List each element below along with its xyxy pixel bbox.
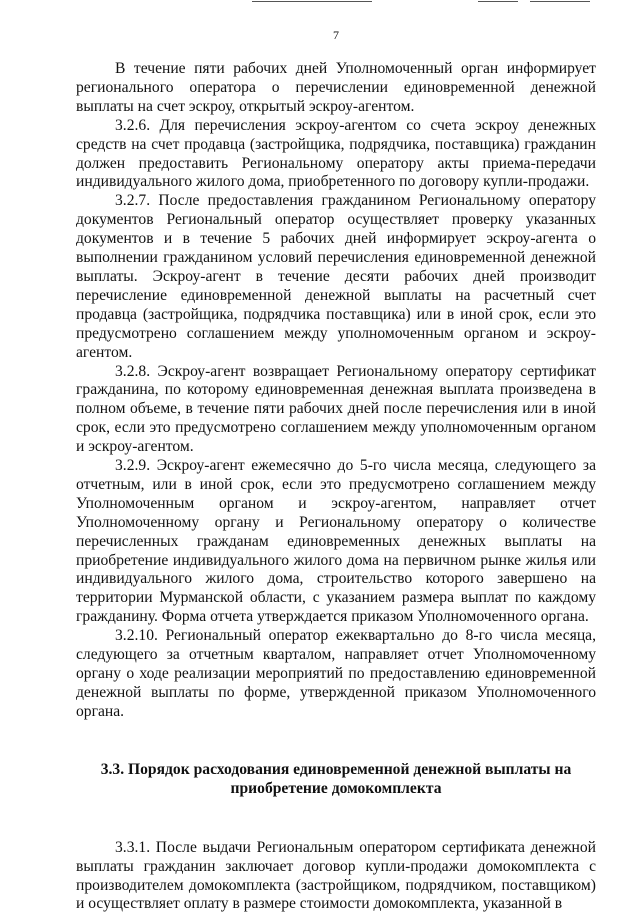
section-heading-3-3 bbox=[76, 760, 596, 798]
paragraph-3-2-8: 3.2.8. Эскроу-агент возвращает Региональному оператору сертификат гражданина, по которому единовременная денежная выплата произведена в полном объеме, в течение пяти рабочих дней после перечисления или в иной срок, если это предусмотрено соглашением между уполномоченным органом и эскроу-агентом. bbox=[76, 362, 596, 456]
page-number: 7 bbox=[333, 28, 339, 42]
paragraph-3-2-10: 3.2.10. Региональный оператор ежеквартально до 8-го числа месяца, следующего за отчетным кварталом, направляет отчет Уполномоченному органу о ходе реализации мероприятий по предоставлению единовременной денежной выплаты по форме, утвержденной приказом Уполномоченного органа. bbox=[76, 627, 596, 720]
section-heading-line-2: приобретение домокомплекта bbox=[230, 779, 442, 797]
paragraph-3-2-7: 3.2.7. После предоставления гражданином Региональному оператору документов Региональный оператор осуществляет проверку указанных документов и в течение 5 рабочих дней информирует эскроу-агента о выполнении гражданином условий перечисления единовременной денежной выплаты. Эскроу-агент в течение десяти рабочих дней производит перечисление единовременной денежной выплаты на расчетный счет продавца (застройщика, подрядчика поставщика) или в иной срок, если это предусмотрено соглашением между уполномоченным органом и эскроу-агентом. bbox=[76, 192, 596, 361]
paragraph-3-3-1: 3.3.1. После выдачи Региональным оператором сертификата денежной выплаты гражданин заключает договор купли-продажи домокомплекта с производителем домокомплекта (застройщиком, подрядчиком, поставщиком) и осуществляет оплату в размере стоимости домокомплекта, указанной в bbox=[76, 838, 596, 913]
paragraph-intro: В течение пяти рабочих дней Уполномоченный орган информирует регионального оператора о перечислении единовременной денежной выплаты на счет эскроу, открытый эскроу-агентом. bbox=[76, 60, 596, 115]
paragraph-3-2-6: 3.2.6. Для перечисления эскроу-агентом со счета эскроу денежных средств на счет продавца (застройщика, подрядчика, поставщика) гражданин должен предоставить Региональному оператору акты приема-передачи индивидуального жилого дома, приобретенного по договору купли-продажи. bbox=[76, 116, 596, 191]
paragraph-3-2-9: 3.2.9. Эскроу-агент ежемесячно до 5-го числа месяца, следующего за отчетным, или в иной срок, если это предусмотрено соглашением между Уполномоченным органом и эскроу-агентом, направляет отчет Уполномоченному органу и Региональному оператору о количестве перечисленных гражданам единовременных денежных выплаты на приобретение индивидуального жилого дома на первичном рынке жилья или индивидуального жилого дома, строительство которого завершено на территории Мурманской области, с указанием размера выплат по каждому гражданину. Форма отчета утверждается приказом Уполномоченного органа. bbox=[76, 457, 596, 626]
top-scan-rules bbox=[0, 0, 640, 6]
document-body bbox=[76, 60, 596, 914]
section-heading-line-1: 3.3. Порядок расходования единовременной денежной выплаты на bbox=[100, 760, 572, 778]
